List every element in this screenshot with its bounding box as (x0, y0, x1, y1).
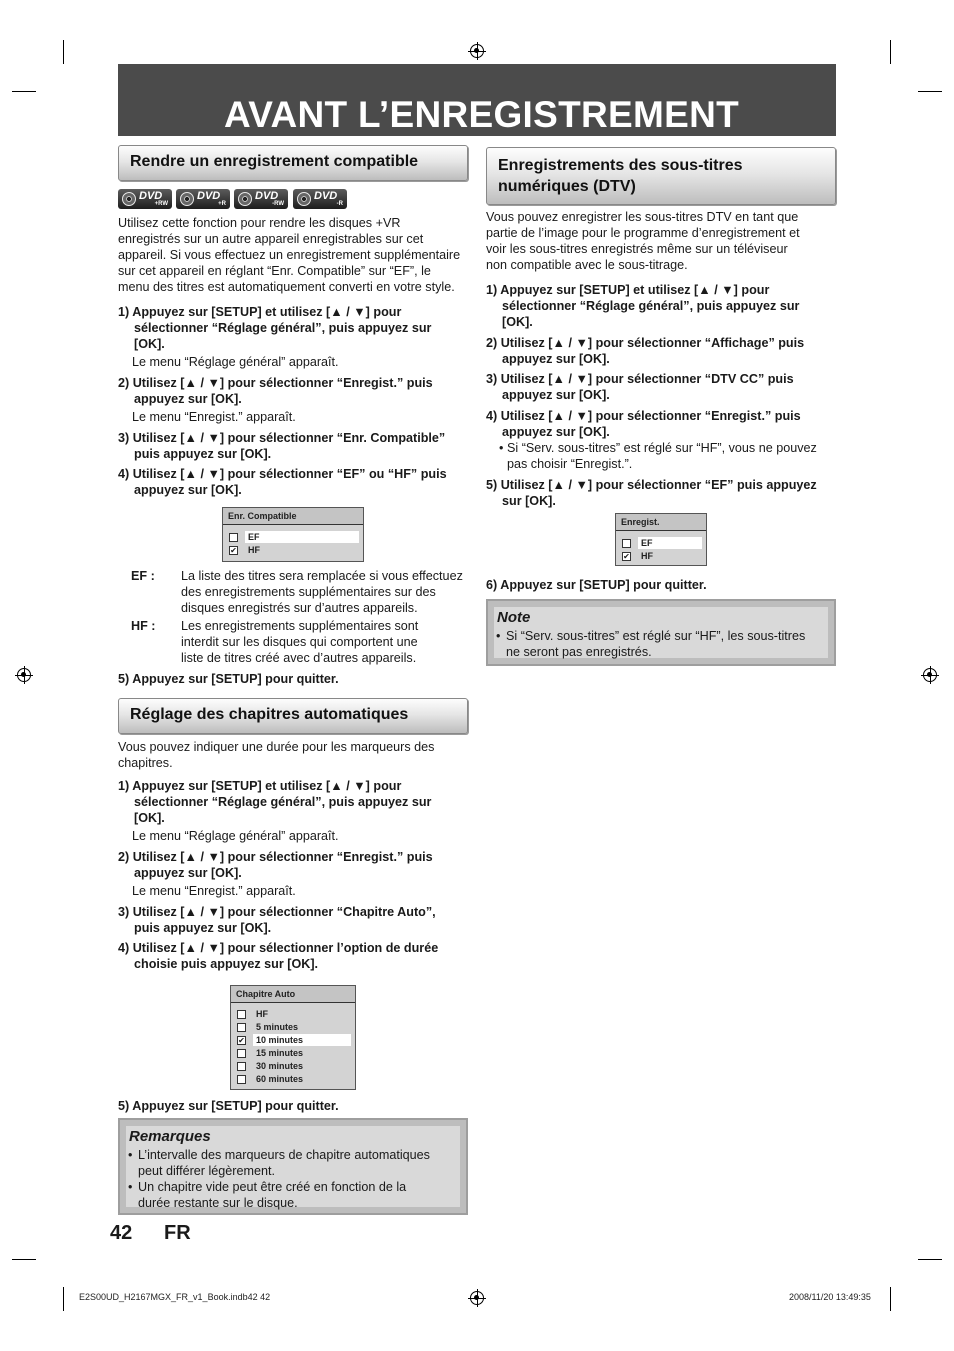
crop-mark (12, 91, 36, 92)
page-title: AVANT L’ENREGISTREMENT (224, 94, 740, 135)
checkbox-empty-icon (237, 1062, 246, 1071)
step-6: 6) Appuyez sur [SETUP] pour quitter. (486, 578, 707, 592)
dvd-minus-rw-icon: DVD -RW (234, 189, 288, 209)
section-heading-compatible (118, 145, 468, 181)
section-heading-chapters (118, 698, 468, 734)
crop-mark (63, 40, 64, 64)
menu-option: 30 minutes (256, 1061, 304, 1071)
step-1-result: Le menu “Réglage général” apparaît. (132, 829, 339, 843)
menu-option: HF (256, 1009, 268, 1019)
menu-option-selected: 10 minutes (253, 1034, 351, 1046)
ef-description: La liste des titres sera remplacée si vous effectuez des enregistrements supplémentaires sur des disques enregistrés sur d’autres appareils. (181, 569, 463, 615)
section-heading-dtv (486, 147, 836, 205)
step-1-result: Le menu “Réglage général” apparaît. (132, 355, 339, 369)
hf-description: Les enregistrements supplémentaires sont interdit sur les disques qui comportent une liste de titres créé avec d’autres appareils. (181, 619, 419, 665)
menu-option-hf: HF (248, 545, 260, 555)
step-2-result: Le menu “Enregist.” apparaît. (132, 410, 296, 424)
remarks-title: Remarques (129, 1128, 211, 1145)
checkbox-checked-icon: ✔ (230, 546, 237, 555)
menu-title: Chapitre Auto (231, 986, 355, 1003)
step-4: 4) Utilisez [▲ / ▼] pour sélectionner “EF” ou “HF” puis appuyez sur [OK]. (118, 467, 447, 497)
step-5: 5) Appuyez sur [SETUP] pour quitter. (118, 672, 339, 686)
menu-option: 5 minutes (256, 1022, 299, 1032)
menu-option: 15 minutes (256, 1048, 304, 1058)
step-2-result: Le menu “Enregist.” apparaît. (132, 884, 296, 898)
step-1: 1) Appuyez sur [SETUP] et utilisez [▲ / ▼] pour sélectionner “Réglage général”, puis appuyez sur [OK]. (118, 305, 432, 351)
step-1: 1) Appuyez sur [SETUP] et utilisez [▲ / ▼] pour sélectionner “Réglage général”, puis appuyez sur [OK]. (118, 779, 432, 825)
step-4: 4) Utilisez [▲ / ▼] pour sélectionner l’option de durée choisie puis appuyez sur [OK]. (118, 941, 439, 971)
menu-enregist (615, 513, 707, 566)
step-3: 3) Utilisez [▲ / ▼] pour sélectionner “Enr. Compatible” puis appuyez sur [OK]. (118, 431, 446, 461)
remark-item: • L’intervalle des marqueurs de chapitre automatiques peut différer légèrement. (128, 1148, 430, 1178)
menu-option-hf: HF (641, 551, 653, 561)
checkbox-empty-icon (622, 539, 631, 548)
section-heading-text: Réglage des chapitres automatiques (130, 706, 409, 723)
menu-enr-compatible (222, 507, 364, 562)
step-2: 2) Utilisez [▲ / ▼] pour sélectionner “Enregist.” puis appuyez sur [OK]. (118, 376, 433, 406)
remark-item: • Un chapitre vide peut être créé en fonction de la durée restante sur le disque. (128, 1180, 407, 1210)
checkbox-empty-icon (237, 1075, 246, 1084)
crop-mark (918, 1259, 942, 1260)
registration-mark-icon (17, 668, 31, 682)
checkbox-empty-icon (229, 533, 238, 542)
step-3: 3) Utilisez [▲ / ▼] pour sélectionner “Chapitre Auto”, puis appuyez sur [OK]. (118, 905, 436, 935)
registration-mark-icon (470, 44, 484, 58)
step-2: 2) Utilisez [▲ / ▼] pour sélectionner “Enregist.” puis appuyez sur [OK]. (118, 850, 433, 880)
footer-timestamp: 2008/11/20 13:49:35 (789, 1292, 871, 1302)
note-item: • Si “Serv. sous-titres” est réglé sur “HF”, les sous-titres ne seront pas enregistrés. (496, 629, 806, 659)
step-5: 5) Utilisez [▲ / ▼] pour sélectionner “EF” puis appuyez sur [OK]. (486, 478, 817, 508)
crop-mark (918, 91, 942, 92)
intro-paragraph: Utilisez cette fonction pour rendre les disques +VR enregistrés sur un autre appareil enregistrables sur cet appareil. Si vous effectuez un enregistrement supplémentaire sur cet appareil en réglant “Enr. Compatible” sur “EF”, le menu des titres est automatiquement converti en votre style. (118, 216, 461, 294)
registration-mark-icon (470, 1291, 484, 1305)
registration-mark-icon (923, 668, 937, 682)
menu-title: Enregist. (616, 514, 706, 531)
section-heading-text: Enregistrements des sous-titres numériques (DTV) (498, 157, 743, 195)
checkbox-empty-icon (237, 1010, 246, 1019)
checkbox-checked-icon: ✔ (238, 1036, 245, 1045)
checkbox-empty-icon (237, 1023, 246, 1032)
intro-paragraph: Vous pouvez indiquer une durée pour les marqueurs des chapitres. (118, 740, 435, 770)
step-4: 4) Utilisez [▲ / ▼] pour sélectionner “Enregist.” puis appuyez sur [OK]. (486, 409, 801, 439)
intro-paragraph: Vous pouvez enregistrer les sous-titres DTV en tant que partie de l’image pour le programme d’enregistrement et voir les sous-titres enregistrés même sur un téléviseur non compatible avec le sous-titrage. (486, 210, 800, 272)
checkbox-checked-icon: ✔ (623, 552, 630, 561)
menu-option: 60 minutes (256, 1074, 304, 1084)
step-1: 1) Appuyez sur [SETUP] et utilisez [▲ / ▼] pour sélectionner “Réglage général”, puis appuyez sur [OK]. (486, 283, 800, 329)
checkbox-empty-icon (237, 1049, 246, 1058)
title-banner (118, 64, 836, 136)
page-number: 42 (110, 1222, 133, 1244)
note-title: Note (497, 609, 531, 626)
hf-label: HF : (131, 619, 156, 633)
remarks-box (118, 1118, 468, 1215)
crop-mark (12, 1259, 36, 1260)
page-language: FR (164, 1222, 191, 1244)
step-5: 5) Appuyez sur [SETUP] pour quitter. (118, 1099, 339, 1113)
section-heading-text: Rendre un enregistrement compatible (130, 153, 419, 170)
step-2: 2) Utilisez [▲ / ▼] pour sélectionner “Affichage” puis appuyez sur [OK]. (486, 336, 805, 366)
dvd-minus-r-icon: DVD -R (293, 189, 347, 209)
dvd-plus-r-icon: DVD +R (176, 189, 230, 209)
crop-mark (890, 1287, 891, 1311)
dvd-plus-rw-icon: DVD +RW (118, 189, 172, 209)
footer-file-info: E2S00UD_H2167MGX_FR_v1_Book.indb42 42 (79, 1292, 271, 1302)
ef-label: EF : (131, 569, 155, 583)
menu-option-ef: EF (638, 537, 702, 549)
menu-title: Enr. Compatible (223, 508, 363, 525)
menu-chapitre-auto (230, 985, 356, 1090)
step-4-note: • Si “Serv. sous-titres” est réglé sur “HF”, vous ne pouvez pas choisir “Enregist.”. (499, 441, 817, 471)
crop-mark (63, 1287, 64, 1311)
note-box (486, 599, 836, 666)
step-3: 3) Utilisez [▲ / ▼] pour sélectionner “DTV CC” puis appuyez sur [OK]. (486, 372, 794, 402)
menu-option-ef: EF (245, 531, 359, 543)
crop-mark (890, 40, 891, 64)
